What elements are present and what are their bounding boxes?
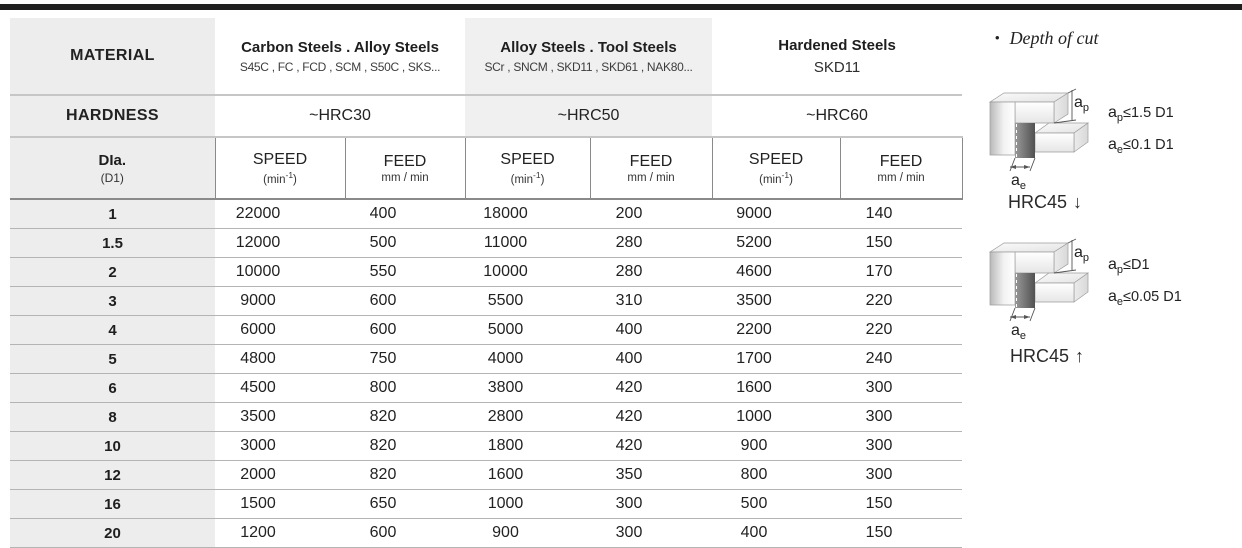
speed-value: 1700: [712, 345, 840, 374]
speed-header-carbon: SPEED $(\min^{-1})$: [215, 137, 345, 199]
speed-value: 3500: [215, 403, 345, 432]
speed-value: 500: [712, 490, 840, 519]
speed-value: 22000: [215, 199, 345, 229]
feed-value: 300: [590, 490, 712, 519]
speed-value: 1800: [465, 432, 590, 461]
depth-of-cut-title: • Depth of cut: [995, 28, 1099, 48]
dia-value: 1: [10, 199, 215, 229]
group-subtitle: S45C , FC , FCD , SCM , S50C , SKS...: [239, 59, 441, 74]
dia-value: 10: [10, 432, 215, 461]
feed-value: 500: [345, 229, 465, 258]
down-arrow-icon: ↓: [1073, 192, 1083, 212]
group-title: Hardened Steels: [778, 36, 896, 54]
speed-value: 9000: [712, 199, 840, 229]
ap-rule: $a_p\le 1.5$ D1: [1108, 104, 1174, 124]
feed-value: 600: [345, 316, 465, 345]
figure-caption-low-hrc: HRC45 ↓: [1008, 192, 1083, 212]
feed-value: 200: [590, 199, 712, 229]
table-row: [10, 345, 962, 374]
speed-value: 4600: [712, 258, 840, 287]
depth-of-cut-panel: [965, 0, 1242, 522]
feed-header-carbon: FEED mm / min: [345, 137, 465, 199]
speed-header-hardened: SPEED $(\min^{-1})$: [712, 137, 840, 199]
speed-header-alloy-tool: SPEED $(\min^{-1})$: [465, 137, 590, 199]
speed-value: 18000: [465, 199, 590, 229]
speed-unit: $(\min^{-1})$: [263, 169, 297, 186]
feed-value: 600: [345, 287, 465, 316]
speed-unit: $(\min^{-1})$: [759, 169, 793, 186]
speed-value: 400: [712, 519, 840, 548]
feed-value: 650: [345, 490, 465, 519]
feed-value: 420: [590, 403, 712, 432]
feed-value: 240: [840, 345, 962, 374]
material-header-label: MATERIAL: [10, 18, 215, 95]
ap-dimension-label: $a_p$: [1074, 94, 1090, 115]
speed-value: 6000: [215, 316, 345, 345]
dia-value: 16: [10, 490, 215, 519]
feed-value: 150: [840, 519, 962, 548]
feed-value: 300: [840, 374, 962, 403]
dia-value: 2: [10, 258, 215, 287]
feed-value: 280: [590, 229, 712, 258]
table-row: [10, 374, 962, 403]
feed-value: 600: [345, 519, 465, 548]
feed-value: 170: [840, 258, 962, 287]
speed-value: 1600: [712, 374, 840, 403]
ae-rule: $a_e\le 0.1$ D1: [1108, 135, 1174, 156]
data-rows: [10, 199, 962, 548]
up-arrow-icon: ↑: [1075, 346, 1085, 366]
speed-value: 4800: [215, 345, 345, 374]
ae-dimension-label: $a_e$: [1011, 322, 1027, 343]
speed-value: 10000: [215, 258, 345, 287]
speed-value: 2800: [465, 403, 590, 432]
table-row: [10, 229, 962, 258]
speed-value: 12000: [215, 229, 345, 258]
table-row: [10, 432, 962, 461]
speed-value: 5500: [465, 287, 590, 316]
group-subtitle: SCr , SNCM , SKD11 , SKD61 , NAK80...: [484, 59, 693, 74]
feed-value: 140: [840, 199, 962, 229]
feed-value: 350: [590, 461, 712, 490]
group-carbon-alloy-steels: [215, 18, 465, 95]
speeds-feeds-table: [10, 18, 963, 548]
feed-value: 300: [840, 432, 962, 461]
hardness-value-carbon: ~HRC30: [215, 95, 465, 137]
feed-value: 300: [840, 403, 962, 432]
feed-unit: mm / min: [381, 171, 429, 184]
ae-dimension-label: $a_e$: [1011, 172, 1027, 193]
feed-value: 150: [840, 490, 962, 519]
depth-figure-high-hrc: [977, 230, 1107, 348]
speed-value: 1500: [215, 490, 345, 519]
table-row: [10, 287, 962, 316]
speed-value: 2200: [712, 316, 840, 345]
speed-value: 1000: [712, 403, 840, 432]
speed-value: 4000: [465, 345, 590, 374]
hardness-value-alloy-tool: ~HRC50: [465, 95, 712, 137]
feed-value: 300: [590, 519, 712, 548]
speed-value: 1200: [215, 519, 345, 548]
speed-value: 2000: [215, 461, 345, 490]
dia-value: 6: [10, 374, 215, 403]
feed-value: 550: [345, 258, 465, 287]
dia-value: 5: [10, 345, 215, 374]
dia-value: 3: [10, 287, 215, 316]
hardness-header-label: HARDNESS: [10, 95, 215, 137]
feed-unit: mm / min: [627, 171, 675, 184]
feed-value: 820: [345, 432, 465, 461]
ap-rule: $a_p\le D1$: [1108, 256, 1150, 276]
feed-value: 750: [345, 345, 465, 374]
feed-value: 310: [590, 287, 712, 316]
dia-value: 8: [10, 403, 215, 432]
speed-value: 900: [465, 519, 590, 548]
hardness-value-hardened: ~HRC60: [712, 95, 962, 137]
feed-value: 220: [840, 316, 962, 345]
speed-value: 9000: [215, 287, 345, 316]
feed-value: 400: [590, 345, 712, 374]
speed-value: 4500: [215, 374, 345, 403]
dia-value: 4: [10, 316, 215, 345]
speed-value: 5000: [465, 316, 590, 345]
group-title: Carbon Steels . Alloy Steels: [241, 38, 439, 56]
feed-value: 220: [840, 287, 962, 316]
ap-dimension-label: $a_p$: [1074, 244, 1090, 265]
figure-caption-high-hrc: HRC45 ↑: [1010, 346, 1085, 366]
dia-header: [10, 137, 215, 199]
depth-figure-shoulder-low-hrc: [977, 80, 1107, 198]
feed-value: 400: [590, 316, 712, 345]
dia-label: DIa.: [98, 151, 126, 169]
cut-rules-low-hrc: [1108, 104, 1228, 168]
table-row: [10, 316, 962, 345]
group-hardened-steels: [712, 18, 962, 95]
cut-rules-high-hrc: [1108, 256, 1228, 320]
table-row: [10, 461, 962, 490]
feed-value: 420: [590, 374, 712, 403]
table-row: [10, 519, 962, 548]
table-row: [10, 199, 962, 229]
speed-value: 800: [712, 461, 840, 490]
speed-value: 5200: [712, 229, 840, 258]
table-row: [10, 258, 962, 287]
feed-value: 420: [590, 432, 712, 461]
dia-value: 12: [10, 461, 215, 490]
feed-value: 800: [345, 374, 465, 403]
table-row: [10, 490, 962, 519]
feed-value: 400: [345, 199, 465, 229]
speed-value: 3800: [465, 374, 590, 403]
feed-value: 820: [345, 403, 465, 432]
feed-unit: mm / min: [877, 171, 925, 184]
hardness-row: [10, 95, 962, 137]
table-row: [10, 403, 962, 432]
column-header-row: [10, 137, 962, 199]
speed-value: 3500: [712, 287, 840, 316]
group-alloy-tool-steels: [465, 18, 712, 95]
feed-value: 150: [840, 229, 962, 258]
speed-value: 1600: [465, 461, 590, 490]
group-title: Alloy Steels . Tool Steels: [500, 38, 677, 56]
speed-value: 10000: [465, 258, 590, 287]
speed-value: 1000: [465, 490, 590, 519]
dia-value: 20: [10, 519, 215, 548]
bullet-icon: •: [995, 30, 1000, 45]
feed-header-hardened: FEED mm / min: [840, 137, 962, 199]
dia-sublabel: (D1): [100, 170, 124, 185]
speed-value: 900: [712, 432, 840, 461]
group-subtitle: SKD11: [813, 58, 861, 76]
ae-rule: $a_e\le 0.05$ D1: [1108, 287, 1182, 308]
material-row: [10, 18, 962, 95]
dia-value: 1.5: [10, 229, 215, 258]
speed-value: 3000: [215, 432, 345, 461]
speed-value: 11000: [465, 229, 590, 258]
speed-unit: $(\min^{-1})$: [510, 169, 545, 186]
feed-header-alloy-tool: FEED mm / min: [590, 137, 712, 199]
feed-value: 300: [840, 461, 962, 490]
feed-value: 280: [590, 258, 712, 287]
feed-value: 820: [345, 461, 465, 490]
